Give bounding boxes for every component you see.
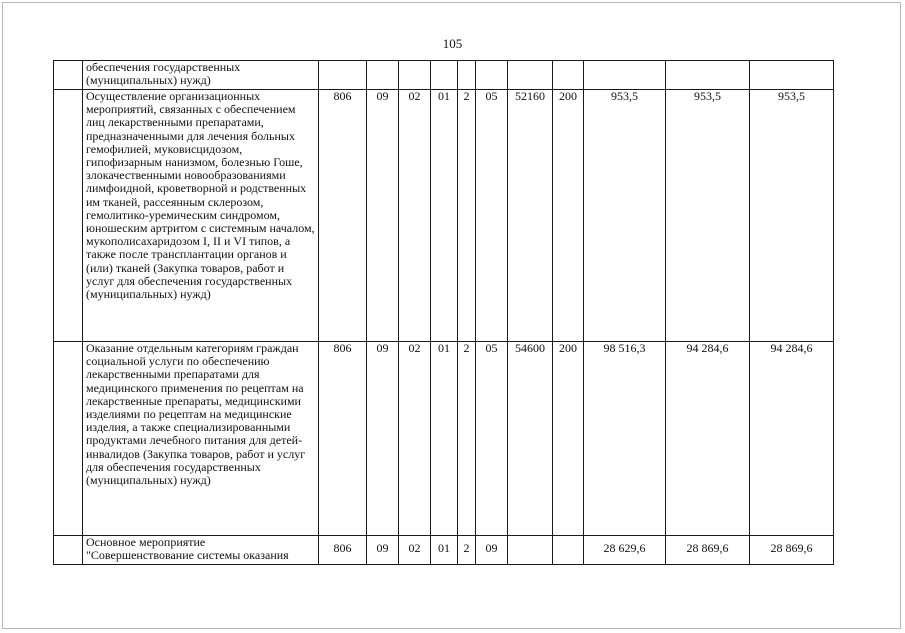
expense-type-cell: 200 <box>553 90 584 342</box>
section-code-cell: 09 <box>367 342 399 536</box>
activity-code-cell: 05 <box>476 90 508 342</box>
amount-year1-cell: 98 516,3 <box>584 342 666 536</box>
amount-year2-cell: 953,5 <box>666 90 750 342</box>
table-row <box>54 536 834 565</box>
expense-type-cell <box>553 536 584 565</box>
subsection-code-cell: 02 <box>399 342 431 536</box>
amount-year3-cell <box>750 61 834 90</box>
subsection-code-cell: 02 <box>399 90 431 342</box>
expense-type-cell <box>553 61 584 90</box>
table-row <box>54 90 834 342</box>
direction-code-cell: 52160 <box>508 90 553 342</box>
table-row <box>54 342 834 536</box>
budget-table <box>53 60 834 565</box>
amount-year1-cell <box>584 61 666 90</box>
activity-code-cell: 05 <box>476 342 508 536</box>
program-code-cell: 01 <box>431 536 458 565</box>
table-row <box>54 61 834 90</box>
direction-code-cell <box>508 536 553 565</box>
amount-year2-cell: 28 869,6 <box>666 536 750 565</box>
activity-code-cell: 09 <box>476 536 508 565</box>
subprogram-code-cell: 2 <box>458 342 476 536</box>
amount-year3-cell: 94 284,6 <box>750 342 834 536</box>
expense-name-cell: Осуществление организационных мероприятий, связанных с обеспечением лиц лекарственными препаратами, предназначенными для лечения больных гемофилией, муковисцидозом, гипофизарным нанизмом, болезнью Гоше, злокачественными новообразованиями лимфоидной, кроветворной и родственных им тканей, рассеянным склерозом, гемолитико-уремическим синдромом, юношеским артритом с системным началом, мукополисахаридозом I, II и VI типов, а также после трансплантации органов и (или) тканей (Закупка товаров, работ и услуг для обеспечения государственных (муниципальных) нужд) <box>83 90 319 342</box>
admin-code-cell: 806 <box>319 342 367 536</box>
direction-code-cell <box>508 61 553 90</box>
subprogram-code-cell <box>458 61 476 90</box>
amount-year2-cell: 94 284,6 <box>666 342 750 536</box>
admin-code-cell <box>319 61 367 90</box>
amount-year1-cell: 953,5 <box>584 90 666 342</box>
subprogram-code-cell: 2 <box>458 90 476 342</box>
subsection-code-cell <box>399 61 431 90</box>
expense-name-cell: Оказание отдельным категориям граждан социальной услуги по обеспечению лекарственными препаратами для медицинского применения по рецептам на лекарственные препараты, медицинскими изделиями по рецептам на медицинские изделия, а также специализированными продуктами лечебного питания для детей-инвалидов (Закупка товаров, работ и услуг для обеспечения государственных (муниципальных) нужд) <box>83 342 319 536</box>
row-marker-cell <box>54 90 83 342</box>
program-code-cell: 01 <box>431 342 458 536</box>
program-code-cell <box>431 61 458 90</box>
amount-year1-cell: 28 629,6 <box>584 536 666 565</box>
row-marker-cell <box>54 536 83 565</box>
expense-type-cell: 200 <box>553 342 584 536</box>
direction-code-cell: 54600 <box>508 342 553 536</box>
page-number: 105 <box>442 36 463 51</box>
expense-name-cell: обеспечения государственных (муниципальных) нужд) <box>83 61 319 90</box>
subprogram-code-cell: 2 <box>458 536 476 565</box>
amount-year2-cell <box>666 61 750 90</box>
row-marker-cell <box>54 61 83 90</box>
amount-year3-cell: 953,5 <box>750 90 834 342</box>
admin-code-cell: 806 <box>319 90 367 342</box>
expense-name-cell: Основное мероприятие "Совершенствование системы оказания <box>83 536 319 565</box>
admin-code-cell: 806 <box>319 536 367 565</box>
program-code-cell: 01 <box>431 90 458 342</box>
activity-code-cell <box>476 61 508 90</box>
row-marker-cell <box>54 342 83 536</box>
section-code-cell: 09 <box>367 90 399 342</box>
section-code-cell <box>367 61 399 90</box>
section-code-cell: 09 <box>367 536 399 565</box>
subsection-code-cell: 02 <box>399 536 431 565</box>
amount-year3-cell: 28 869,6 <box>750 536 834 565</box>
